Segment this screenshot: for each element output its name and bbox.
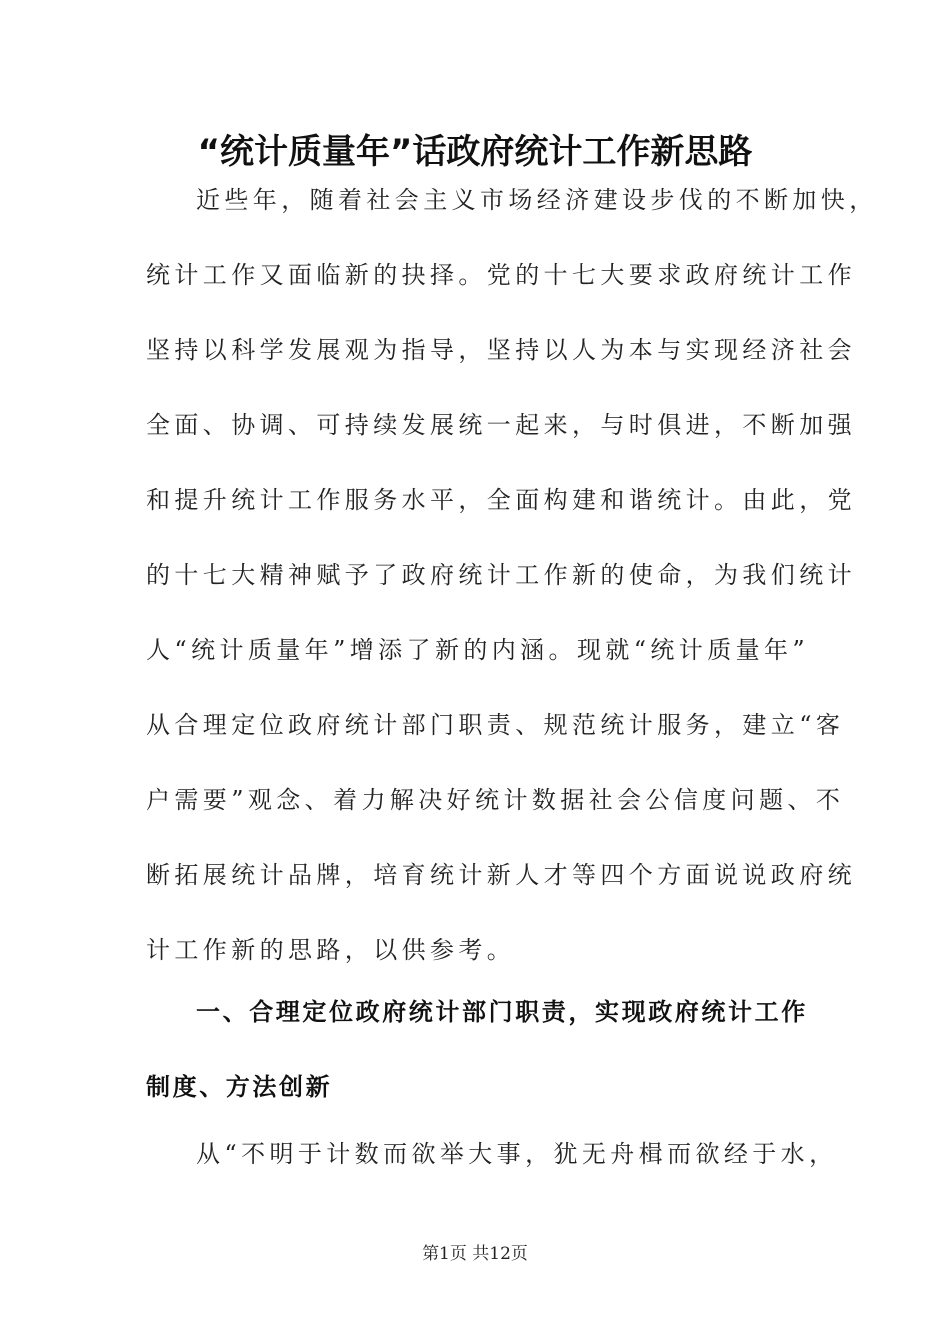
body-line: 户需要”观念、着力解决好统计数据社会公信度问题、不 xyxy=(146,786,845,814)
section-heading: 制度、方法创新 xyxy=(146,1073,333,1101)
body-line: 计工作新的思路，以供参考。 xyxy=(146,936,516,964)
page-number: 第1页 共12页 xyxy=(422,1244,528,1264)
body-line: 人“统计质量年”增添了新的内涵。现就“统计质量年” xyxy=(146,636,810,664)
body-line: 从“不明于计数而欲举大事，犹无舟楫而欲经于水， xyxy=(196,1140,838,1168)
body-line: 从合理定位政府统计部门职责、规范统计服务，建立“客 xyxy=(146,711,845,739)
body-line: 坚持以科学发展观为指导，坚持以人为本与实现经济社会 xyxy=(146,336,856,364)
body-line: 断拓展统计品牌，培育统计新人才等四个方面说说政府统 xyxy=(146,861,856,889)
body-line: 全面、协调、可持续发展统一起来，与时俱进，不断加强 xyxy=(146,411,856,439)
body-line: 和提升统计工作服务水平，全面构建和谐统计。由此，党 xyxy=(146,486,856,514)
body-line: 的十七大精神赋予了政府统计工作新的使命，为我们统计 xyxy=(146,561,856,589)
body-line: 统计工作又面临新的抉择。党的十七大要求政府统计工作 xyxy=(146,261,856,289)
body-line: 近些年，随着社会主义市场经济建设步伐的不断加快， xyxy=(196,186,878,214)
section-heading: 一、合理定位政府统计部门职责，实现政府统计工作 xyxy=(196,998,808,1026)
document-title: “统计质量年”话政府统计工作新思路 xyxy=(197,132,753,172)
